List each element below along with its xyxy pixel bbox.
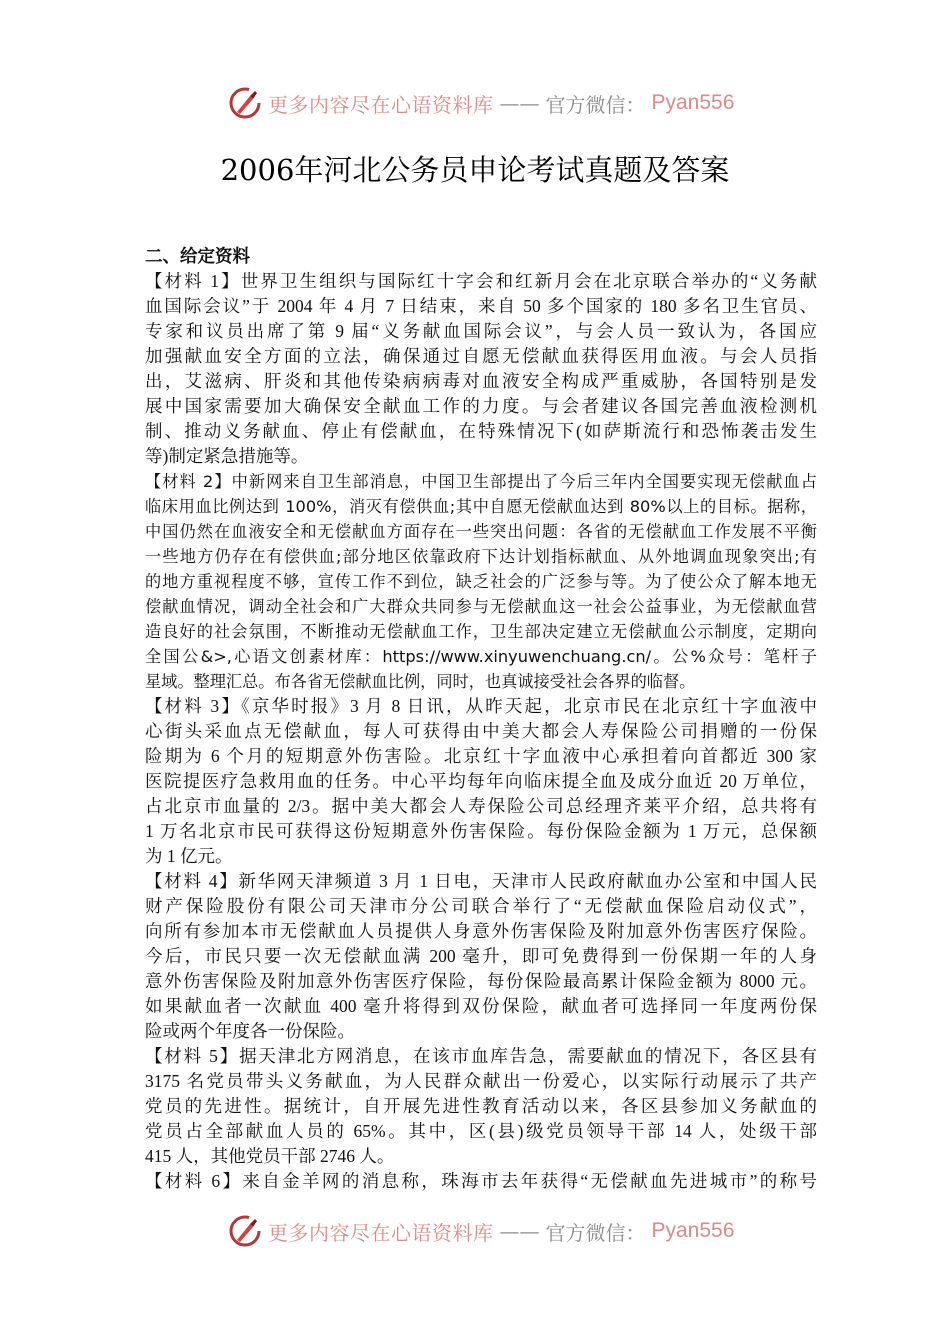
- paragraph-line: 党员占全部献血人员的 65%。其中，区(县)级党员领导干部 14 人，处级干部: [145, 1121, 817, 1141]
- paragraph-line: 险或两个年度各一份保险。: [145, 1021, 355, 1041]
- paragraph-line: 财产保险股份有限公司天津市分公司联合举行了“无偿献血保险启动仪式”，: [145, 896, 817, 916]
- paragraph-line: 等)制定紧急措施等。: [145, 446, 309, 466]
- paragraph-line: 3175 名党员带头义务献血，为人民群众献出一份爱心，以实际行动展示了共产: [145, 1071, 817, 1091]
- paragraph-line: 占北京市血量的 2/3。据中美大都会人寿保险公司总经理齐莱平介绍，总共将有: [145, 796, 817, 816]
- material-paragraph-3: [145, 694, 817, 869]
- banner-site-text: 更多内容尽在心语资料库: [268, 92, 494, 117]
- section-title: 二、给定资料: [145, 246, 250, 266]
- paragraph-line: 【材料 4】新华网天津频道 3 月 1 日电，天津市人民政府献血办公室和中国人民: [145, 871, 817, 891]
- paragraph-line: 如果献血者一次献血 400 毫升将得到双份保险，献血者可选择同一年度两份保: [145, 996, 817, 1016]
- paragraph-line: 一些地方仍存在有偿供血;部分地区依靠政府下达计划指标献血、从外地调血现象突出;有: [145, 547, 817, 566]
- paragraph-line: 今后，市民只要一次无偿献血满 200 毫升，即可免费得到一份保期一年的人身: [145, 946, 817, 966]
- paragraph-line: 心街头采血点无偿献血，每人可获得由中美大都会人寿保险公司捐赠的一份保: [145, 721, 817, 741]
- material-paragraph-2: [145, 469, 817, 694]
- paragraph-line: 专家和议员出席了第 9 届“义务献血国际会议”，与会人员一致认为，各国应: [145, 321, 817, 341]
- header-banner: [228, 83, 734, 123]
- banner-dash: ——: [499, 1219, 540, 1243]
- paragraph-line: 的地方重视程度不够，宣传工作不到位，缺乏社会的广泛参与等。为了使公众了解本地无: [145, 572, 817, 591]
- paragraph-line: 【材料 3】《京华时报》3 月 8 日讯，从昨天起，北京市民在北京红十字血液中: [145, 696, 817, 716]
- paragraph-line: 【材料 2】中新网来自卫生部消息，中国卫生部提出了今后三年内全国要实现无偿献血占: [145, 472, 817, 491]
- paragraph-line: 党员的先进性。据统计，自开展先进性教育活动以来，各区县参加义务献血的: [145, 1096, 817, 1116]
- document-title: 2006年河北公务员申论考试真题及答案: [220, 153, 730, 187]
- pen-logo-icon: [228, 1214, 262, 1248]
- paragraph-line: 415 人，其他党员干部 2746 人。: [145, 1146, 395, 1166]
- banner-wechat-label: 官方微信：: [545, 1220, 646, 1245]
- footer-banner: [228, 1211, 734, 1251]
- paragraph-line: 险期为 6 个月的短期意外伤害险。北京红十字血液中心承担着向首都近 300 家: [145, 746, 817, 766]
- paragraph-line: 出，艾滋病、肝炎和其他传染病病毒对血液安全构成严重威胁，各国特别是发: [145, 371, 817, 391]
- document-body: [145, 244, 817, 1194]
- material-paragraph-4: [145, 869, 817, 1044]
- banner-wechat-id: Pyan556: [651, 1219, 735, 1242]
- paragraph-line: 全国公&>,心语文创素材库：https://www.xinyuwenchuang.cn/。公%众号：笔杆子: [145, 647, 817, 666]
- paragraph-line: 1 万名北京市民可获得这份短期意外伤害保险。每份保险金额为 1 万元，总保额: [145, 821, 817, 841]
- banner-wechat-label: 官方微信：: [545, 92, 646, 117]
- paragraph-line: 星域。整理汇总。布各省无偿献血比例，同时，也真诚接受社会各界的临督。: [145, 672, 696, 691]
- paragraph-line: 意外伤害保险及附加意外伤害医疗保险，每份保险最高累计保险金额为 8000 元。: [145, 971, 817, 991]
- paragraph-line: 【材料 1】世界卫生组织与国际红十字会和红新月会在北京联合举办的“义务献: [145, 271, 817, 291]
- banner-site-text: 更多内容尽在心语资料库: [268, 1220, 494, 1245]
- paragraph-line: 偿献血情况，调动全社会和广大群众共同参与无偿献血这一社会公益事业，为无偿献血营: [145, 597, 817, 616]
- material-paragraph-1: [145, 269, 817, 469]
- material-paragraph-5: [145, 1044, 817, 1169]
- paragraph-line: 向所有参加本市无偿献血人员提供人身意外伤害保险及附加意外伤害医疗保险。: [145, 921, 817, 941]
- banner-dash: ——: [499, 91, 540, 115]
- pen-logo-icon: [228, 86, 262, 120]
- paragraph-line: 【材料 5】据天津北方网消息，在该市血库告急，需要献血的情况下，各区县有: [145, 1046, 817, 1066]
- paragraph-line: 【材料 6】来自金羊网的消息称，珠海市去年获得“无偿献血先进城市”的称号: [145, 1171, 817, 1191]
- paragraph-line: 造良好的社会氛围，不断推动无偿献血工作，卫生部决定建立无偿献血公示制度，定期向: [145, 622, 817, 641]
- material-paragraph-6: [145, 1169, 817, 1194]
- paragraph-line: 加强献血安全方面的立法，确保通过自愿无偿献血获得医用血液。与会人员指: [145, 346, 817, 366]
- paragraph-line: 医院提医疗急救用血的任务。中心平均每年向临床提全血及成分血近 20 万单位，: [145, 771, 817, 791]
- banner-wechat-id: Pyan556: [651, 91, 735, 114]
- paragraph-line: 展中国家需要加大确保安全献血工作的力度。与会者建议各国完善血液检测机: [145, 396, 817, 416]
- paragraph-line: 中国仍然在血液安全和无偿献血方面存在一些突出问题：各省的无偿献血工作发展不平衡: [145, 522, 817, 541]
- paragraph-line: 为 1 亿元。: [145, 846, 233, 866]
- paragraph-line: 临床用血比例达到 100%，消灭有偿供血;其中自愿无偿献血达到 80%以上的目标。据称，: [145, 497, 817, 516]
- paragraph-line: 制、推动义务献血、停止有偿献血，在特殊情况下(如萨斯流行和恐怖袭击发生: [145, 421, 817, 441]
- paragraph-line: 血国际会议”于 2004 年 4 月 7 日结束，来自 50 多个国家的 180 多名卫生官员、: [145, 296, 817, 316]
